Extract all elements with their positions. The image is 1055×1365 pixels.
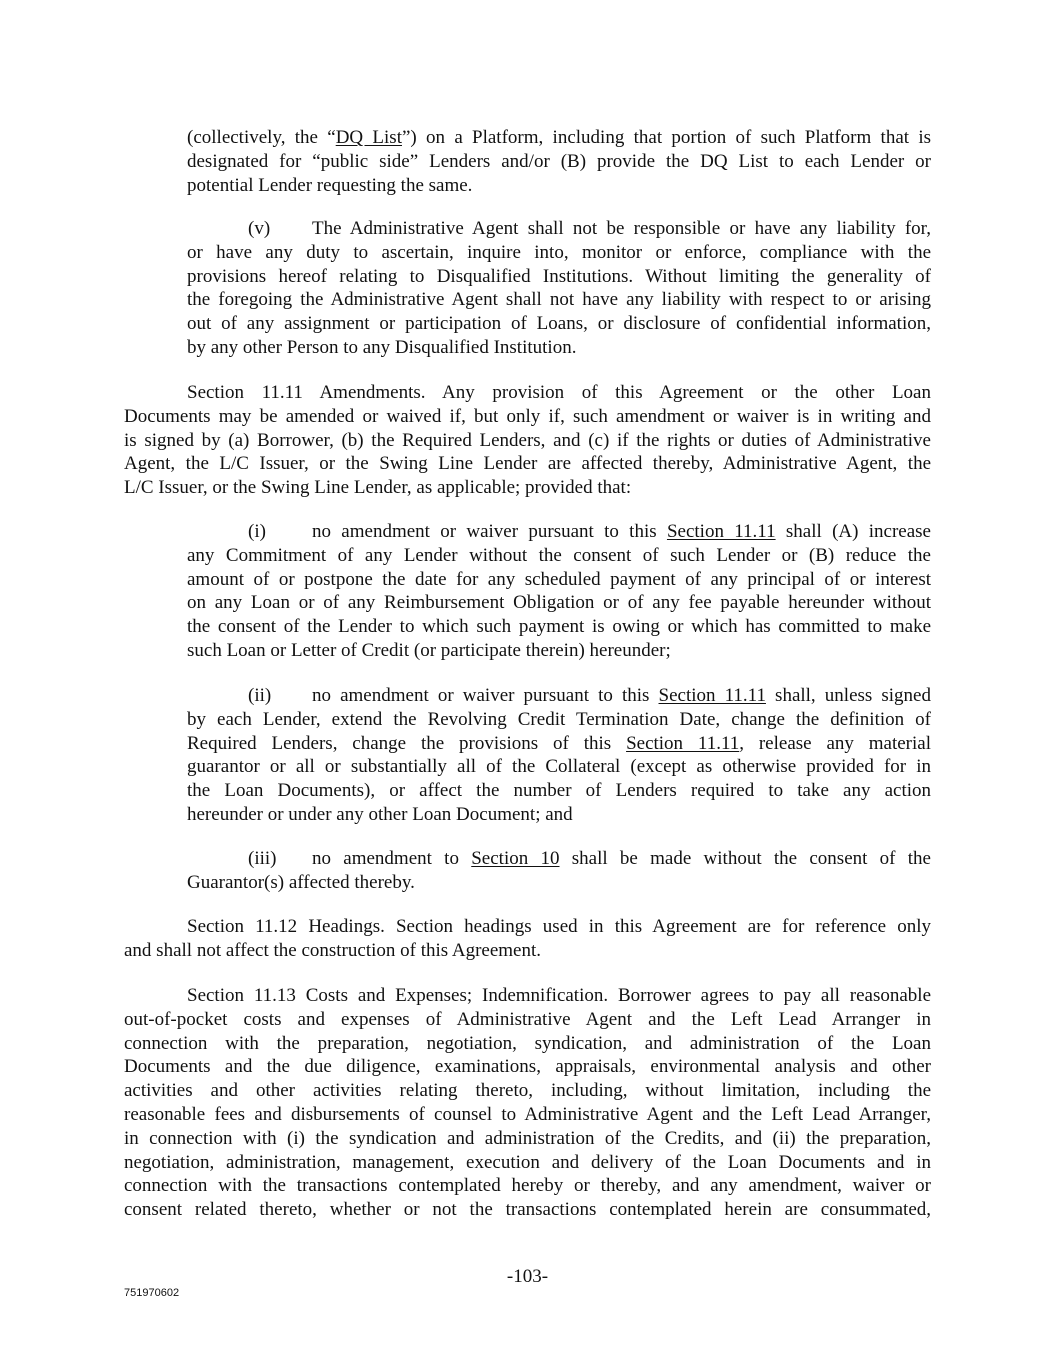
text-line: connection with the transactions contemplated hereby or thereby, and any amendment, waiver or [124, 1175, 931, 1197]
text-line: in connection with (i) the syndication and administration of the Credits, and (ii) the preparation, [124, 1127, 931, 1149]
clause-marker: (iii) [248, 848, 277, 869]
text-line: Guarantor(s) affected thereby. [187, 871, 415, 893]
section-reference: Section 11.11 [626, 732, 740, 754]
text-line: (collectively, the “DQ List”) on a Platform, including that portion of such Platform that is [187, 127, 932, 148]
text-line: the Loan Documents), or affect the number of Lenders required to take any action [187, 780, 931, 802]
text-line: out-of-pocket costs and expenses of Administrative Agent and the Left Lead Arranger in [124, 1008, 931, 1030]
text-line: potential Lender requesting the same. [187, 174, 473, 196]
clause-ii [187, 684, 931, 827]
text-line: provisions hereof relating to Disqualified Institutions. Without limiting the generality of [187, 265, 931, 287]
text-line: Documents and the due diligence, examinations, appraisals, environmental analysis and other [124, 1056, 931, 1078]
text-line: any Commitment of any Lender without the consent of such Lender or (B) reduce the [187, 544, 931, 566]
text-line: Required Lenders, change the provisions of this Section 11.11, release any material [187, 732, 931, 754]
page-number: -103- [506, 1266, 549, 1287]
text-line: and shall not affect the construction of this Agreement. [124, 939, 542, 961]
section-reference: Section 10 [471, 848, 560, 869]
clause-iii [187, 847, 931, 895]
section-reference: Section 11.11 [666, 521, 776, 542]
text-line: consent related thereto, whether or not the transactions contemplated herein are consummated, [124, 1199, 931, 1221]
text-line: the consent of the Lender to which such payment is owing or which has committed to make [187, 616, 931, 638]
clause-i [187, 520, 931, 663]
section-11-12 [124, 915, 931, 963]
text-line: (ii) no amendment or waiver pursuant to this Section 11.11 shall, unless signed [248, 685, 931, 706]
text-line: L/C Issuer, or the Swing Line Lender, as applicable; provided that: [124, 477, 632, 499]
text-line: activities and other activities relating thereto, including, without limitation, including the [124, 1080, 931, 1102]
text-line: negotiation, administration, management, execution and delivery of the Loan Documents and in [124, 1151, 931, 1173]
text-line: the foregoing the Administrative Agent shall not have any liability with respect to or arising [187, 289, 931, 311]
text-line: reasonable fees and disbursements of counsel to Administrative Agent and the Left Lead Arranger, [124, 1103, 931, 1125]
text-line: such Loan or Letter of Credit (or participate therein) hereunder; [187, 639, 671, 661]
section-11-11 [124, 381, 931, 500]
text-line: hereunder or under any other Loan Document; and [187, 803, 573, 825]
text-line: by any other Person to any Disqualified Institution. [187, 336, 577, 358]
text-line: (v) The Administrative Agent shall not be responsible or have any liability for, [248, 218, 931, 239]
text-line: designated for “public side” Lenders and/or (B) provide the DQ List to each Lender or [187, 150, 931, 172]
text-line: (i) no amendment or waiver pursuant to this Section 11.11 shall (A) increase [248, 521, 931, 542]
text-line: by each Lender, extend the Revolving Credit Termination Date, change the definition of [187, 708, 931, 730]
clause-marker: (i) [248, 521, 266, 542]
text-line: connection with the preparation, negotiation, syndication, and administration of the Loan [124, 1032, 931, 1054]
text-line: out of any assignment or participation of Loans, or disclosure of confidential information, [187, 313, 931, 335]
document-id: 751970602 [124, 1287, 180, 1299]
text-line: Documents may be amended or waived if, but only if, such amendment or waiver is in writing and [124, 405, 931, 427]
text-line: or have any duty to ascertain, inquire into, monitor or enforce, compliance with the [187, 241, 931, 263]
clause-marker: (v) [248, 218, 271, 239]
text-line: Section 11.11 Amendments. Any provision of this Agreement or the other Loan [187, 382, 931, 403]
paragraph-dq-list [187, 126, 931, 197]
text-line: guarantor or all or substantially all of the Collateral (except as otherwise provided for in [187, 756, 931, 778]
dq-list-term: DQ List [335, 127, 402, 148]
text-line: (iii) no amendment to Section 10 shall be made without the consent of the [248, 848, 931, 869]
section-11-13 [124, 984, 931, 1222]
text-line: Agent, the L/C Issuer, or the Swing Line Lender are affected thereby, Administrative Agent, the [124, 453, 931, 475]
section-reference: Section 11.11 [658, 685, 766, 706]
clause-v [187, 217, 931, 360]
text-line: Section 11.12 Headings. Section headings used in this Agreement are for reference only [187, 916, 931, 937]
text-line: is signed by (a) Borrower, (b) the Required Lenders, and (c) if the rights or duties of Administrative [124, 429, 931, 451]
clause-marker: (ii) [248, 685, 272, 706]
text-line: amount of or postpone the date for any scheduled payment of any principal of or interest [187, 568, 931, 590]
text-line: Section 11.13 Costs and Expenses; Indemnification. Borrower agrees to pay all reasonable [187, 985, 931, 1006]
text-line: on any Loan or of any Reimbursement Obligation or of any fee payable hereunder without [187, 592, 931, 614]
